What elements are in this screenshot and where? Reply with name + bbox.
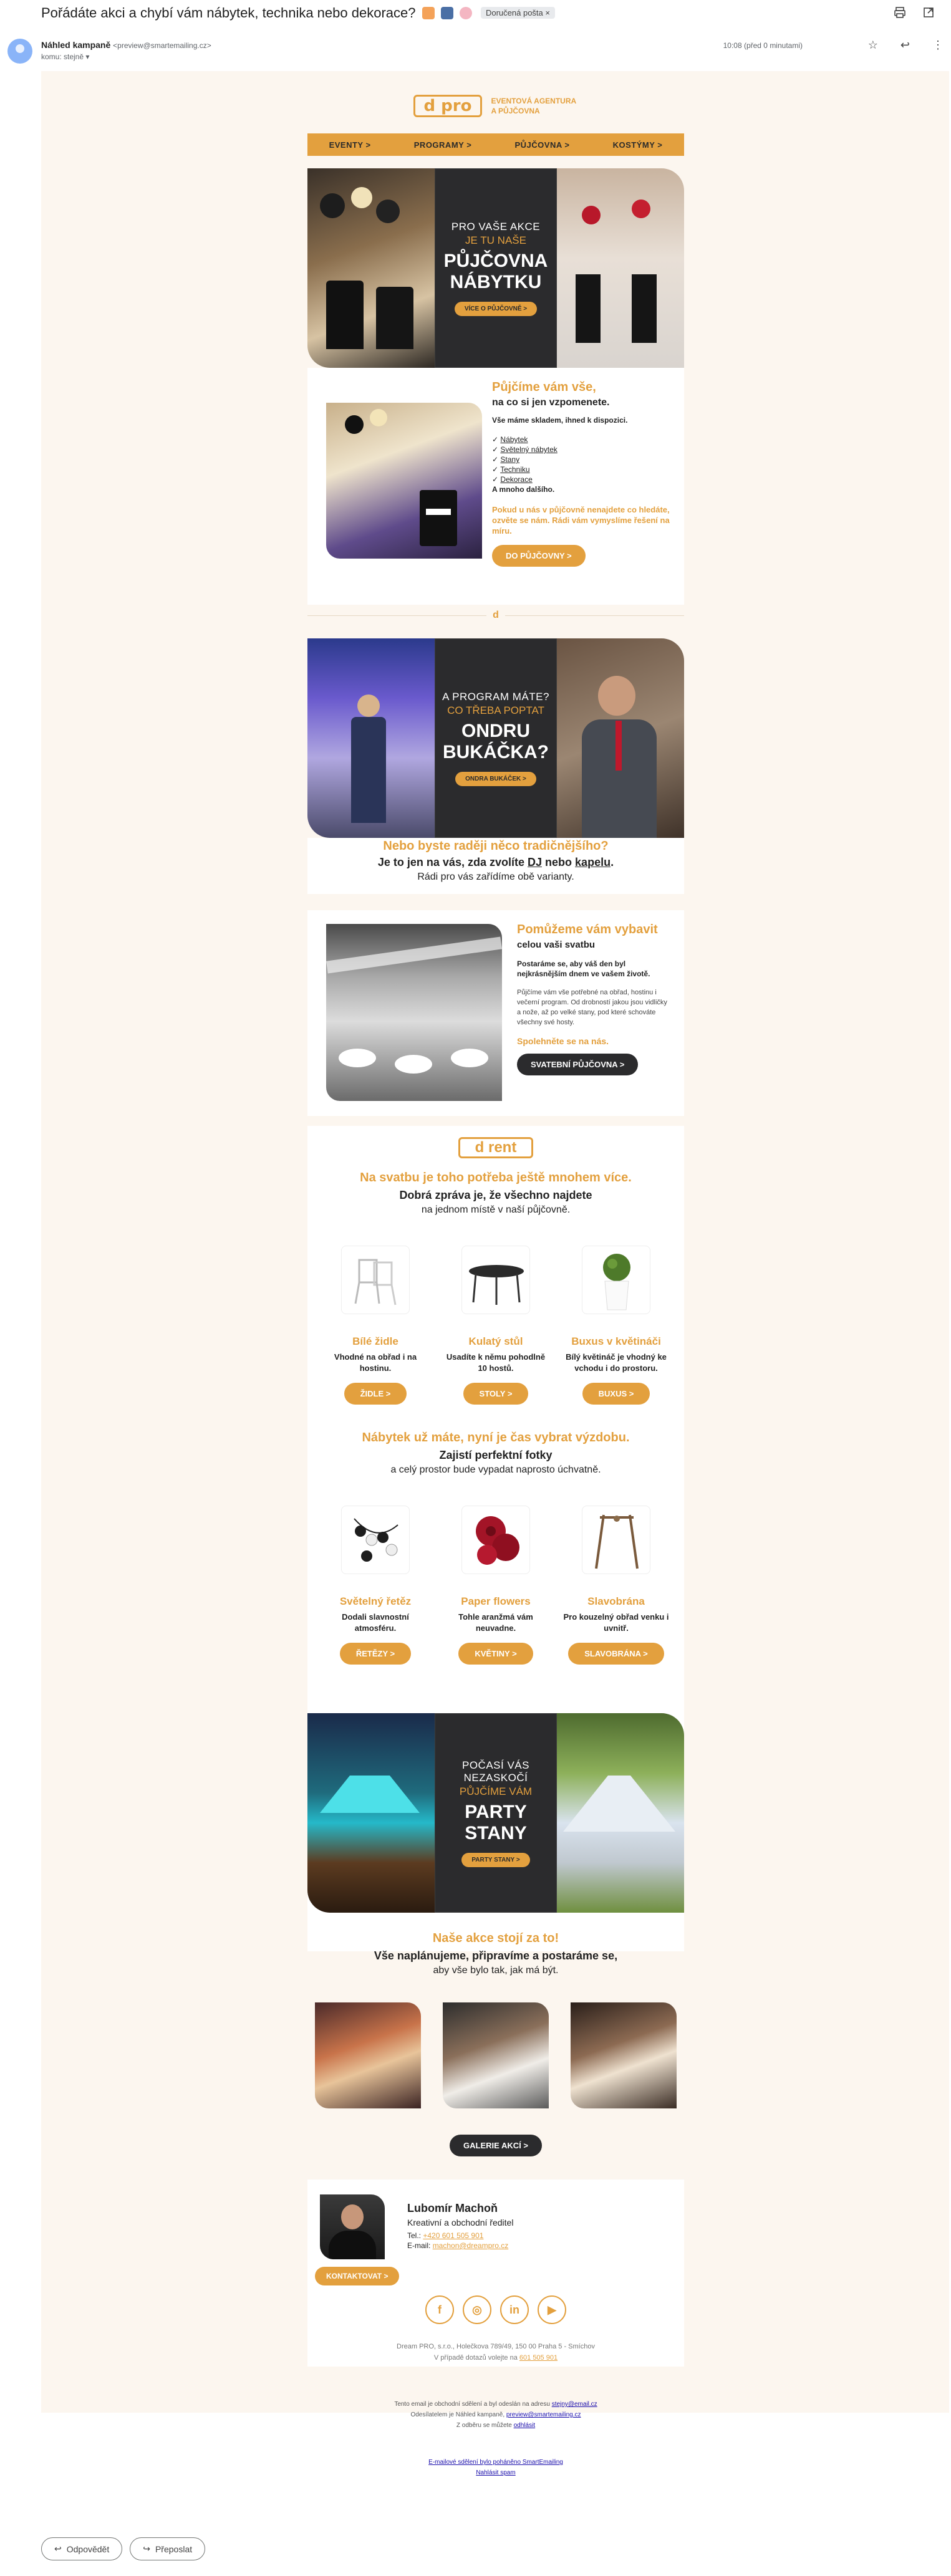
rental-item[interactable] (492, 454, 673, 464)
chairs-icon[interactable] (341, 1246, 410, 1314)
gallery-button[interactable]: GALERIE AKCÍ > (450, 2135, 542, 2156)
divider-logo-icon: d (493, 610, 499, 620)
traditional-line1-mid: nebo (545, 856, 572, 868)
hero1-line2: JE TU NAŠE (465, 234, 526, 246)
rental-item-label: Světelný nábytek (500, 445, 558, 454)
contact-photo (320, 2194, 385, 2259)
facebook-icon[interactable]: f (425, 2295, 454, 2324)
rental-item[interactable] (492, 435, 673, 445)
gallery-line: aby vše bylo tak, jak má být. (433, 1965, 559, 1976)
hero3-big1: PARTY (465, 1801, 527, 1822)
social-icons (307, 2295, 684, 2324)
more-icon[interactable]: ⋮ (932, 39, 944, 51)
reply-button[interactable] (41, 2537, 122, 2560)
sender-line (41, 40, 211, 50)
hero-tent-night-photo (307, 1713, 435, 1913)
rental-more: A mnoho dalšího. (492, 485, 555, 494)
rental-subtitle: na co si jen vzpomenete. (492, 397, 610, 408)
rental-item-label: Stany (500, 455, 520, 464)
wedding-section (307, 910, 684, 1116)
traditional-title: Nebo byste raději něco tradičnějšího? (383, 839, 609, 853)
flowers-button[interactable]: KVĚTINY > (458, 1643, 533, 1665)
nav-eventy[interactable]: EVENTY > (329, 140, 371, 150)
wedding-text (517, 923, 673, 1075)
drent-bold: Dobrá zpráva je, že všechno najdete (399, 1189, 592, 1201)
rental-stock: Vše máme skladem, ihned k dispozici. (492, 416, 628, 425)
reply-icon[interactable]: ↩ (900, 39, 910, 51)
dpro-logo[interactable]: d pro (413, 95, 483, 117)
decor-line: a celý prostor bude vypadat naprosto úchvatně. (390, 1464, 601, 1475)
product-name: Slavobrána (587, 1595, 645, 1607)
unsubscribe-link[interactable]: odhlásit (513, 2422, 536, 2429)
wedding-subtitle: celou vaši svatbu (517, 940, 596, 950)
check-icon: ✓ (492, 475, 499, 484)
hero3-button[interactable]: PARTY STANY > (461, 1853, 529, 1867)
hero-host-photo (557, 638, 684, 838)
rental-list (492, 435, 673, 494)
brand-tagline: EVENTOVÁ AGENTURA A PŮJČOVNA (491, 97, 576, 115)
hero2-line1: A PROGRAM MÁTE? (442, 690, 549, 703)
drent-title: Na svatbu je toho potřeba ještě mnohem více. (360, 1171, 632, 1185)
product-card (563, 1246, 669, 1405)
product-desc: Vhodné na obřad i na hostinu. (334, 1352, 417, 1373)
label-chip-text: Doručená pošta (485, 8, 543, 17)
band-link[interactable]: kapelu (575, 856, 611, 868)
table-icon[interactable] (461, 1246, 530, 1314)
rental-button[interactable]: DO PŮJČOVNY > (492, 545, 586, 567)
tel-link[interactable]: +420 601 505 901 (423, 2231, 484, 2240)
decor-title: Nábytek už máte, nyní je čas vybrat výzdobu. (362, 1431, 630, 1444)
check-icon: ✓ (492, 455, 499, 464)
hero3-line2: PŮJČÍME VÁM (459, 1785, 533, 1797)
product-card (443, 1246, 549, 1405)
company-address: Dream PRO, s.r.o., Holečkova 789/49, 150 00 Praha 5 - Smíchov (397, 2343, 595, 2350)
contact-tel (407, 2231, 513, 2240)
rental-photo (326, 403, 482, 559)
decor-bold: Zajistí perfektní fotky (439, 1449, 553, 1461)
paper-flower-icon[interactable] (461, 1506, 530, 1574)
hero-furniture[interactable] (307, 168, 684, 368)
label-chip[interactable] (481, 7, 555, 19)
product-desc: Tohle aranžmá vám neuvadne. (458, 1612, 533, 1633)
contact-info (407, 2202, 513, 2250)
product-card (563, 1506, 669, 1665)
main-nav (307, 133, 684, 156)
tel-label: Tel.: (407, 2231, 422, 2240)
hero2-button[interactable]: ONDRA BUKÁČEK > (455, 772, 536, 786)
product-card (322, 1246, 428, 1405)
hero3-line1: POČASÍ VÁS NEZASKOČÍ (462, 1759, 529, 1784)
gallery-bold: Vše naplánujeme, připravíme a postaráme se, (374, 1949, 618, 1962)
drent-logo[interactable]: d rent (458, 1137, 534, 1158)
sender-name[interactable]: Náhled kampaně (41, 40, 111, 50)
arch-button[interactable]: SLAVOBRÁNA > (568, 1643, 664, 1665)
nav-programy[interactable]: PROGRAMY > (413, 140, 472, 150)
hero-furniture-panel (435, 168, 557, 368)
emoji-person-icon (422, 7, 435, 19)
recipient-text: komu: stejně (41, 52, 84, 61)
print-icon[interactable] (894, 6, 906, 19)
product-name: Buxus v květináči (571, 1335, 661, 1347)
gallery-photo[interactable] (571, 2002, 677, 2108)
traditional-line2: Rádi pro vás zařídíme obě varianty. (417, 872, 574, 882)
product-desc: Usadíte k němu pohodlně 10 hostů. (446, 1352, 546, 1373)
light-chain-icon[interactable] (341, 1506, 410, 1574)
report-spam-link[interactable]: Nahlásit spam (476, 2469, 516, 2476)
product-name: Bílé židle (352, 1335, 398, 1347)
rental-item-label: Dekorace (500, 475, 533, 484)
wedding-bold-text: Postaráme se, aby váš den byl nejkrásnějším dnem ve vašem životě. (517, 959, 650, 978)
hero-event-photo-left (307, 168, 435, 368)
hint-text: V případě dotazů volejte na (433, 2354, 518, 2362)
top-actions (894, 6, 935, 19)
email-link[interactable]: machon@dreampro.cz (432, 2241, 509, 2250)
email-subject (41, 5, 555, 21)
drent-line: na jednom místě v naší půjčovně. (421, 1204, 571, 1215)
product-card (322, 1506, 428, 1665)
contact-hint (307, 2354, 684, 2362)
emoji-flower-icon (460, 7, 472, 19)
hero2-line2: CO TŘEBA POPTAT (447, 704, 544, 716)
footer-line3 (307, 2420, 684, 2431)
message-actions (868, 39, 944, 52)
rental-item-label: Techniku (500, 465, 530, 474)
label-remove-icon[interactable]: × (545, 8, 550, 17)
contact-name: Lubomír Machoň (407, 2202, 498, 2214)
hero-event-photo-right (557, 168, 684, 368)
nav-kostymy[interactable]: KOSTÝMY > (612, 140, 663, 150)
hero-stage-photo (307, 638, 435, 838)
traditional-line1: Je to jen na vás, zda zvolíte DJ nebo kapelu. (377, 856, 614, 868)
footer-text: Tento email je obchodní sdělení a byl odeslán na adresu (394, 2401, 550, 2408)
buxus-button[interactable]: BUXUS > (582, 1383, 650, 1405)
forward-arrow-icon: ↪ (143, 2544, 150, 2554)
forward-label: Přeposlat (155, 2544, 193, 2554)
forward-button[interactable] (130, 2537, 205, 2560)
hero-tent-day-photo (557, 1713, 684, 1913)
contact-role: Kreativní a obchodní ředitel (407, 2218, 514, 2228)
product-desc: Bílý květináč je vhodný ke vchodu i do prostoru. (566, 1352, 667, 1373)
rental-item[interactable] (492, 474, 673, 484)
check-icon: ✓ (492, 445, 499, 454)
chairs-button[interactable]: ŽIDLE > (344, 1383, 407, 1405)
hero3-big2: STANY (465, 1822, 527, 1843)
emoji-computer-icon (441, 7, 453, 19)
wedding-cta: Spolehněte se na nás. (517, 1036, 609, 1046)
hero1-button[interactable]: VÍCE O PŮJČOVNĚ > (455, 302, 537, 316)
hero-tents[interactable] (307, 1713, 684, 1913)
rental-text (492, 380, 673, 567)
reply-arrow-icon: ↩ (54, 2544, 62, 2554)
product-name: Paper flowers (461, 1595, 531, 1607)
gallery-title: Naše akce stojí za to! (432, 1931, 559, 1945)
tables-button[interactable]: STOLY > (463, 1383, 529, 1405)
footer-text: Odesílatelem je Náhled kampaně, (410, 2411, 505, 2418)
wedding-title: Pomůžeme vám vybavit (517, 923, 658, 936)
product-name: Kulatý stůl (468, 1335, 523, 1347)
gmail-header (0, 0, 951, 81)
wedding-body: Půjčíme vám vše potřebné na obřad, hostinu i večerní program. Od drobností jakou jsou vidličky a nože, až po velké stany, pod které schováte všechny své hosty. (517, 989, 667, 1026)
hero2-big2: BUKÁČKA? (443, 741, 549, 762)
hero1-big2: NÁBYTKU (450, 271, 542, 292)
linkedin-icon[interactable]: in (500, 2295, 529, 2324)
gallery-section (307, 1931, 684, 2156)
brand-header (307, 87, 684, 125)
wedding-photo (326, 924, 502, 1101)
product-desc: Dodali slavnostní atmosféru. (342, 1612, 409, 1633)
hero2-big1: ONDRU (461, 720, 530, 741)
sender-avatar (7, 39, 32, 64)
furniture-products (307, 1246, 684, 1405)
hint-phone-link[interactable]: 601 505 901 (519, 2354, 558, 2362)
youtube-icon[interactable]: ▶ (538, 2295, 566, 2324)
footer-email-link[interactable]: stejny@email.cz (551, 2401, 597, 2408)
rental-cta-text: Pokud u nás v půjčovně nenajdete co hledáte, ozvěte se nám. Rádi vám vymyslíme řešení na míru. (492, 505, 670, 536)
hero1-big1: PŮJČOVNA (443, 250, 548, 271)
plant-icon[interactable] (582, 1246, 650, 1314)
subject-text: Pořádáte akci a chybí vám nábytek, technika nebo dekorace? (41, 5, 416, 21)
instagram-icon[interactable]: ◎ (463, 2295, 491, 2324)
product-card (443, 1506, 549, 1665)
decor-products (307, 1506, 684, 1665)
gallery-photo[interactable] (443, 2002, 549, 2108)
section-divider (307, 606, 684, 625)
rental-item[interactable] (492, 464, 673, 474)
footer-text: Z odběru se můžete (456, 2422, 512, 2429)
contact-section (307, 2180, 684, 2367)
traditional-section (307, 838, 684, 894)
hero-tents-panel (435, 1713, 557, 1913)
footer-line1 (307, 2399, 684, 2410)
email-time: 10:08 (před 0 minutami) (723, 41, 803, 50)
check-icon: ✓ (492, 465, 499, 474)
footer-powered (307, 2457, 684, 2468)
reply-actions (41, 2537, 205, 2560)
hero-program-panel (435, 638, 557, 838)
gallery-photo[interactable] (315, 2002, 421, 2108)
rental-item[interactable] (492, 445, 673, 454)
nav-pujcovna[interactable]: PŮJČOVNA > (514, 140, 570, 150)
rental-item-label: Nábytek (500, 435, 528, 444)
sender-email: <preview@smartemailing.cz> (113, 41, 211, 50)
recipient-line[interactable]: komu: stejně ▾ (41, 52, 90, 61)
rental-title: Půjčíme vám vše, (492, 380, 596, 394)
product-desc: Pro kouzelný obřad venku i uvnitř. (563, 1612, 669, 1633)
contact-email (407, 2241, 513, 2250)
contact-button[interactable]: KONTAKTOVAT > (315, 2267, 399, 2285)
star-icon[interactable]: ☆ (867, 39, 878, 51)
open-new-window-icon[interactable] (922, 6, 935, 19)
gallery-photos (307, 2002, 684, 2108)
check-icon: ✓ (492, 435, 499, 444)
wedding-button[interactable]: SVATEBNÍ PŮJČOVNA > (517, 1054, 638, 1075)
smartemailing-link[interactable]: E-mailové sdělení bylo poháněno SmartEmailing (428, 2459, 563, 2466)
footer-line2 (307, 2410, 684, 2420)
reply-label: Odpovědět (66, 2544, 110, 2554)
hero-program[interactable] (307, 638, 684, 838)
chains-button[interactable]: ŘETĚZY > (340, 1643, 411, 1665)
rental-section (307, 368, 684, 605)
footer-spam (307, 2468, 684, 2478)
hero1-line1: PRO VAŠE AKCE (451, 220, 541, 233)
traditional-line1-pre: Je to jen na vás, zda zvolíte (377, 856, 524, 868)
email-footer (307, 2399, 684, 2478)
dj-link[interactable]: DJ (528, 856, 543, 868)
product-name: Světelný řetěz (339, 1595, 412, 1607)
footer-sender-link[interactable]: preview@smartemailing.cz (506, 2411, 581, 2418)
email-label: E-mail: (407, 2241, 431, 2250)
arch-icon[interactable] (582, 1506, 650, 1574)
